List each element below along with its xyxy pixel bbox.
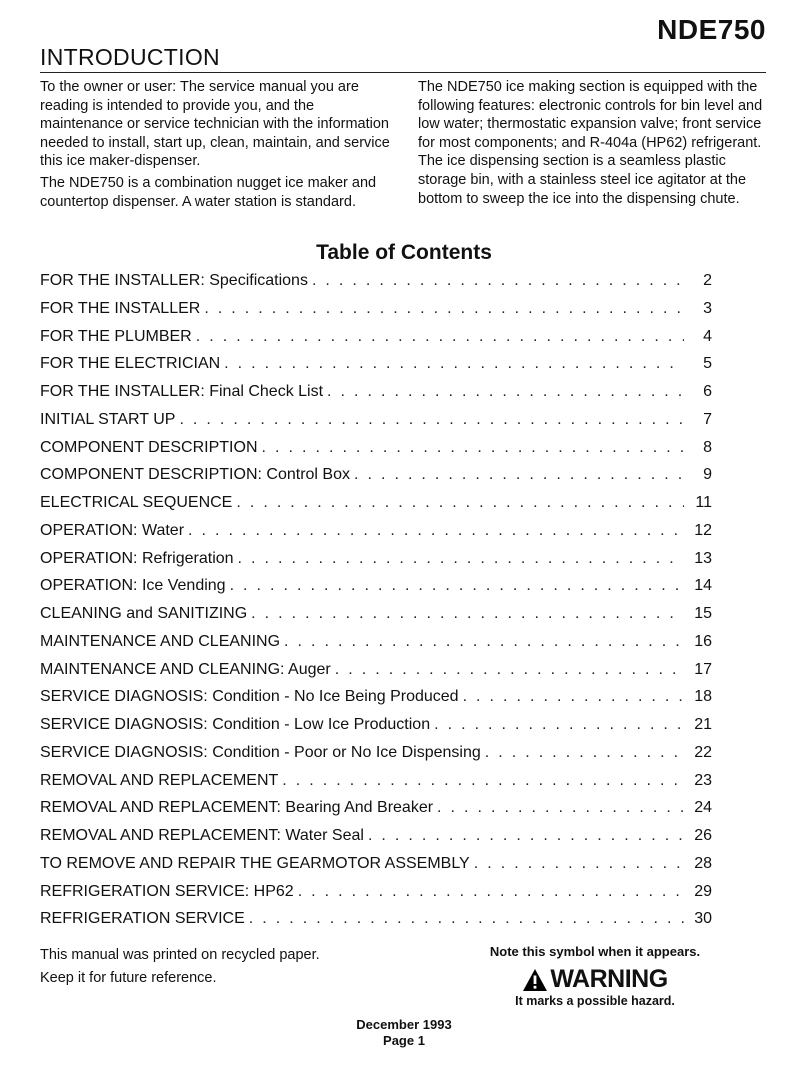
toc-entry-label: OPERATION: Refrigeration	[40, 549, 234, 567]
title-rule	[40, 72, 766, 73]
toc-entry-label: FOR THE ELECTRICIAN	[40, 355, 221, 373]
toc-entry[interactable]	[40, 910, 712, 938]
toc-entry-page: 2	[703, 272, 712, 289]
toc-entry[interactable]	[40, 494, 712, 522]
toc-entry-label: FOR THE INSTALLER: Specifications	[40, 272, 308, 289]
toc-entry-page: 6	[703, 383, 712, 400]
toc-entry[interactable]	[40, 550, 712, 578]
toc-entry[interactable]	[40, 633, 712, 661]
toc-entry-label: COMPONENT DESCRIPTION: Control Box	[40, 466, 350, 484]
toc-entry-label: REFRIGERATION SERVICE	[40, 910, 245, 928]
section-title: INTRODUCTION	[40, 44, 220, 70]
toc-leader-dots	[298, 883, 684, 901]
toc-leader-dots	[434, 716, 684, 734]
toc-entry-page: 7	[703, 410, 712, 428]
toc-entry-label: SERVICE DIAGNOSIS: Condition - Poor or No Ice Dispensing	[40, 743, 481, 761]
toc-entry-page: 11	[695, 494, 712, 511]
toc-entry[interactable]	[40, 411, 712, 439]
toc-leader-dots	[204, 300, 684, 318]
toc-entry-page: 24	[694, 799, 712, 817]
intro-paragraph-features: The NDE750 ice making section is equipped with the following features: electronic controls for bin level and low water; thermostatic expansion valve; front service for most components; and R-404a (HP62) refrigerant. The ice dispensing section is a seamless plastic storage bin, with a stainless steel ice agitator at the bottom to sweep the ice into the dispensing chute.	[418, 79, 763, 207]
toc-leader-dots	[437, 799, 684, 817]
toc-leader-dots	[312, 272, 684, 290]
hazard-note: It marks a possible hazard.	[515, 994, 675, 1008]
toc-entry-page: 15	[694, 605, 712, 622]
toc-leader-dots	[188, 522, 684, 540]
model-number: NDE750	[657, 14, 766, 45]
toc-entry-label: FOR THE INSTALLER	[40, 299, 201, 317]
toc-entry[interactable]	[40, 883, 712, 911]
toc-entry[interactable]	[40, 577, 712, 605]
warning-note	[470, 944, 720, 1008]
toc-entry-label: INITIAL START UP	[40, 410, 176, 428]
toc-leader-dots	[179, 411, 684, 429]
toc-leader-dots	[282, 772, 684, 790]
toc-leader-dots	[230, 577, 684, 595]
intro-right-column	[418, 78, 770, 211]
toc-entry[interactable]	[40, 383, 712, 411]
toc-entry[interactable]	[40, 827, 712, 855]
toc-leader-dots	[335, 661, 684, 679]
intro-paragraph-combination: The NDE750 is a combination nugget ice maker and countertop dispenser. A water station is standard.	[40, 174, 377, 210]
toc-entry-label: SERVICE DIAGNOSIS: Condition - Low Ice Production	[40, 716, 431, 733]
toc-leader-dots	[224, 355, 684, 373]
toc-leader-dots	[327, 383, 684, 401]
page-footer	[0, 1017, 808, 1049]
toc-leader-dots	[236, 494, 684, 512]
intro-paragraph-owner: To the owner or user: The service manual you are reading is intended to provide you, and the maintenance or service technician with the information needed to install, start up, clean, maintain, and service this ice maker-dispenser.	[40, 79, 390, 170]
keep-note: Keep it for future reference.	[40, 970, 217, 986]
toc-entry-page: 30	[694, 910, 712, 928]
toc-entry[interactable]	[40, 772, 712, 800]
toc-entry[interactable]	[40, 716, 712, 744]
toc-entry[interactable]	[40, 799, 712, 827]
toc-entry[interactable]	[40, 439, 712, 467]
toc-entry[interactable]	[40, 328, 712, 356]
toc-leader-dots	[354, 466, 684, 484]
toc-entry[interactable]	[40, 688, 712, 716]
toc-entry-label: FOR THE INSTALLER: Final Check List	[40, 383, 324, 400]
toc-leader-dots	[238, 550, 684, 568]
toc-entry-page: 8	[703, 438, 712, 456]
toc-entry-page: 23	[694, 771, 712, 789]
toc-leader-dots	[196, 328, 684, 346]
toc-entry-page: 26	[694, 827, 712, 844]
toc-leader-dots	[284, 633, 684, 651]
toc-entry[interactable]	[40, 300, 712, 328]
toc-entry-page: 17	[694, 660, 712, 678]
toc-entry-label: CLEANING and SANITIZING	[40, 605, 248, 622]
toc-leader-dots	[251, 605, 684, 623]
warning-triangle-icon	[522, 968, 548, 992]
warning-symbol	[470, 965, 720, 994]
toc-leader-dots	[485, 744, 684, 762]
toc-entry-page: 14	[694, 577, 712, 595]
toc-entry[interactable]	[40, 272, 712, 300]
toc-leader-dots	[249, 910, 684, 928]
toc-entry-label: REMOVAL AND REPLACEMENT: Bearing And Breaker	[40, 799, 434, 817]
toc-entry[interactable]	[40, 355, 712, 383]
toc-entry-label: SERVICE DIAGNOSIS: Condition - No Ice Being Produced	[40, 688, 459, 706]
toc-entry-page: 21	[694, 716, 712, 733]
toc-entry[interactable]	[40, 744, 712, 772]
toc-entry-label: MAINTENANCE AND CLEANING	[40, 632, 281, 650]
toc-entry-label: OPERATION: Ice Vending	[40, 577, 226, 595]
footer-notes	[40, 944, 320, 990]
toc-leader-dots	[474, 855, 684, 873]
print-date: December 1993	[356, 1017, 452, 1032]
toc-entry-label: OPERATION: Water	[40, 521, 185, 539]
toc-entry-label: COMPONENT DESCRIPTION	[40, 438, 258, 456]
toc-entry-label: REMOVAL AND REPLACEMENT: Water Seal	[40, 827, 364, 844]
toc-entry-page: 12	[694, 521, 712, 539]
toc-title: Table of Contents	[316, 241, 492, 264]
toc-entry-page: 16	[694, 632, 712, 650]
toc-entry-label: ELECTRICAL SEQUENCE	[40, 494, 233, 511]
toc-entry-page: 28	[694, 854, 712, 872]
toc-entry[interactable]	[40, 661, 712, 689]
toc-entry[interactable]	[40, 605, 712, 633]
toc-entry[interactable]	[40, 522, 712, 550]
toc-entry[interactable]	[40, 466, 712, 494]
toc-entry-page: 5	[703, 355, 712, 373]
toc-entry[interactable]	[40, 855, 712, 883]
toc-entry-label: MAINTENANCE AND CLEANING: Auger	[40, 660, 331, 678]
toc-leader-dots	[463, 688, 684, 706]
toc-entry-page: 4	[703, 327, 712, 345]
toc-entry-page: 29	[694, 882, 712, 900]
page-number: Page 1	[383, 1033, 425, 1048]
toc-entry-label: TO REMOVE AND REPAIR THE GEARMOTOR ASSEMBLY	[40, 854, 470, 872]
toc-entry-page: 13	[694, 549, 712, 567]
toc-entry-page: 9	[703, 466, 712, 484]
toc-entry-page: 18	[694, 688, 712, 706]
intro-left-column	[40, 78, 390, 214]
toc-leader-dots	[262, 439, 685, 457]
toc-entry-label: REFRIGERATION SERVICE: HP62	[40, 882, 294, 900]
toc-leader-dots	[368, 827, 684, 845]
toc-entry-page: 22	[694, 743, 712, 761]
warning-label: WARNING	[550, 965, 668, 993]
toc-list	[40, 272, 712, 938]
toc-entry-page: 3	[703, 299, 712, 317]
symbol-note: Note this symbol when it appears.	[489, 944, 701, 959]
toc-entry-label: FOR THE PLUMBER	[40, 327, 192, 345]
recycled-note: This manual was printed on recycled paper.	[40, 947, 320, 963]
toc-entry-label: REMOVAL AND REPLACEMENT	[40, 771, 279, 789]
